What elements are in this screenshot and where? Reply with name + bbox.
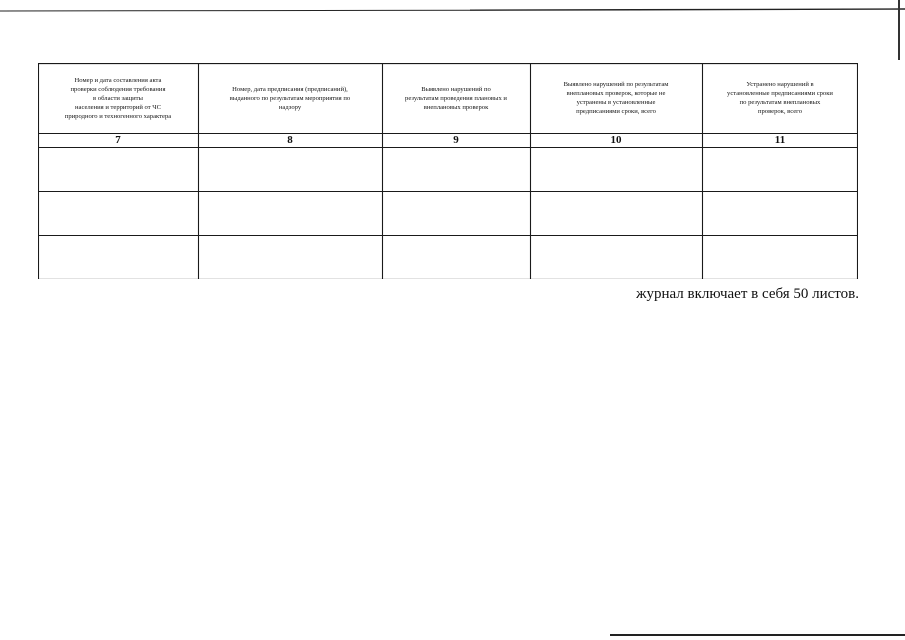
- column-number-8: 8: [287, 134, 293, 146]
- header-cell-8: Номер, дата предписания (предписаний), выданного по результатам мероприятия по надзору: [229, 85, 351, 111]
- header-cell-7: Номер и дата составления акта проверки соблюдения требования в области защиты населения и территорий от ЧС природного и техногенного характера: [64, 76, 172, 120]
- header-cell-10: Выявлено нарушений по результатам внеплановых проверок, которые не устранены в установленные предписаниями сроки, всего: [563, 81, 669, 115]
- column-number-9: 9: [453, 134, 459, 146]
- scan-right-edge: [898, 0, 900, 60]
- scan-top-edge: [0, 0, 905, 6]
- scan-bottom-edge: [610, 634, 905, 636]
- column-number-7: 7: [115, 134, 121, 146]
- header-cell-9: Выявлено нарушений по результатам проведения плановых и внеплановых проверок: [405, 85, 507, 111]
- column-number-11: 11: [774, 134, 786, 146]
- journal-table: [38, 63, 858, 279]
- column-number-10: 10: [610, 134, 622, 146]
- journal-page-count-note: журнал включает в себя 50 листов.: [636, 286, 859, 302]
- header-cell-11: Устранено нарушений в установленные предписаниями сроки по результатам внеплановых проверок, всего: [727, 81, 833, 115]
